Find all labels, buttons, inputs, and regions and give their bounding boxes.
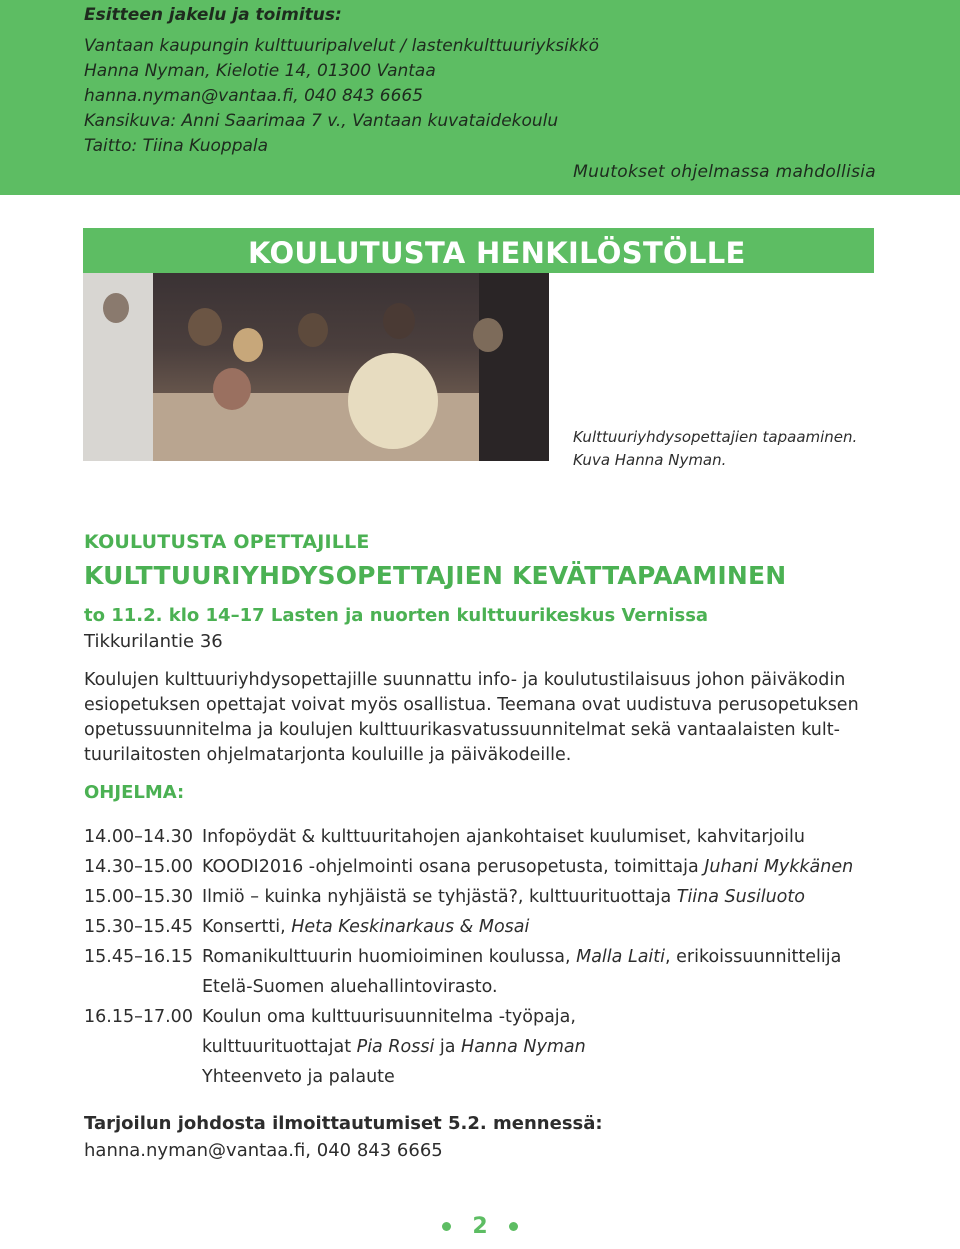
registration-contact[interactable]: hanna.nyman@vantaa.fi, 040 843 6665: [84, 1140, 443, 1161]
program-row: [84, 1002, 894, 1092]
distribution-label: Esitteen jakelu ja toimitus:: [84, 5, 342, 25]
program-row: [84, 822, 894, 852]
photo-caption-line: Kulttuuriyhdysopettajien tapaaminen.: [573, 428, 858, 446]
page-footer: [0, 1214, 960, 1239]
program-row: [84, 942, 894, 1002]
program-desc: Ilmiö – kuinka nyhjäistä se tyhjästä?, kulttuurituottaja Tiina Susiluoto: [202, 887, 805, 907]
distribution-line: Taitto: Tiina Kuoppala: [84, 136, 269, 156]
description-line: Koulujen kulttuuriyhdysopettajille suunnattu info- ja koulutustilaisuus johon päiväkodin: [84, 670, 846, 690]
program-time: 16.15–17.00: [84, 1007, 193, 1027]
distribution-line: Vantaan kaupungin kulttuuripalvelut / lastenkulttuuriyksikkö: [84, 36, 599, 56]
distribution-line: Kansikuva: Anni Saarimaa 7 v., Vantaan kuvataidekoulu: [84, 111, 559, 131]
program-desc: Koulun oma kulttuurisuunnitelma -työpaja, kulttuurituottajat Pia Rossi ja Hanna Nyman Yhteenveto ja palaute: [202, 1007, 586, 1087]
banner-title: KOULUTUSTA HENKILÖSTÖLLE: [248, 236, 746, 270]
changes-note: Muutokset ohjelmassa mahdollisia: [573, 162, 876, 182]
photo-caption: [573, 426, 857, 472]
presenter-name: Malla Laiti: [576, 947, 666, 967]
program-row: [84, 852, 894, 882]
description-line: opetussuunnitelma ja koulujen kulttuurikasvatussuunnitelmat sekä vantaalaisten kult-: [84, 720, 840, 740]
page-number: 2: [472, 1214, 488, 1239]
program-time: 14.00–14.30: [84, 827, 193, 847]
program-row: [84, 912, 894, 942]
event-title: KULTTUURIYHDYSOPETTAJIEN KEVÄTTAPAAMINEN: [84, 561, 787, 590]
program-row: [84, 882, 894, 912]
program-heading: OHJELMA:: [84, 782, 185, 803]
program-desc: KOODI2016 -ohjelmointi osana perusopetusta, toimittaja Juhani Mykkänen: [202, 857, 854, 877]
presenter-name: Heta Keskinarkaus & Mosai: [291, 917, 530, 937]
description-line: tuurilaitosten ohjelmatarjonta kouluille ja päiväkodeille.: [84, 745, 572, 765]
program-desc: Infopöydät & kulttuuritahojen ajankohtaiset kuulumiset, kahvitarjoilu: [202, 827, 805, 847]
event-description: [84, 668, 884, 768]
presenter-name: Hanna Nyman: [461, 1037, 586, 1057]
program-time: 15.30–15.45: [84, 917, 193, 937]
bullet-dot-icon: [442, 1222, 451, 1231]
distribution-lines: [84, 34, 599, 159]
meeting-photo: [83, 273, 549, 461]
event-category: KOULUTUSTA OPETTAJILLE: [84, 531, 370, 553]
program-desc: Konsertti, Heta Keskinarkaus & Mosai: [202, 917, 530, 937]
description-line: esiopetuksen opettajat voivat myös osallistua. Teemana ovat uudistuva perusopetuksen: [84, 695, 859, 715]
presenter-name: Juhani Mykkänen: [704, 857, 854, 877]
presenter-name: Pia Rossi: [356, 1037, 435, 1057]
event-when: to 11.2. klo 14–17 Lasten ja nuorten kulttuurikeskus Vernissa: [84, 605, 709, 626]
program-time: 15.45–16.15: [84, 947, 193, 967]
bullet-dot-icon: [509, 1222, 518, 1231]
presenter-name: Tiina Susiluoto: [676, 887, 805, 907]
registration-label: Tarjoilun johdosta ilmoittautumiset 5.2. mennessä:: [84, 1113, 603, 1134]
event-address: Tikkurilantie 36: [84, 631, 223, 652]
program-time: 15.00–15.30: [84, 887, 193, 907]
program-list: [84, 822, 894, 1092]
distribution-line: Hanna Nyman, Kielotie 14, 01300 Vantaa: [84, 61, 436, 81]
distribution-email-line[interactable]: hanna.nyman@vantaa.fi, 040 843 6665: [84, 86, 424, 106]
distribution-band: [0, 0, 960, 195]
program-desc: Romanikulttuurin huomioiminen koulussa, Malla Laiti, erikoissuunnittelija Etelä-Suomen aluehallintovirasto.: [202, 947, 842, 997]
program-time: 14.30–15.00: [84, 857, 193, 877]
photo-caption-line: Kuva Hanna Nyman.: [573, 451, 727, 469]
